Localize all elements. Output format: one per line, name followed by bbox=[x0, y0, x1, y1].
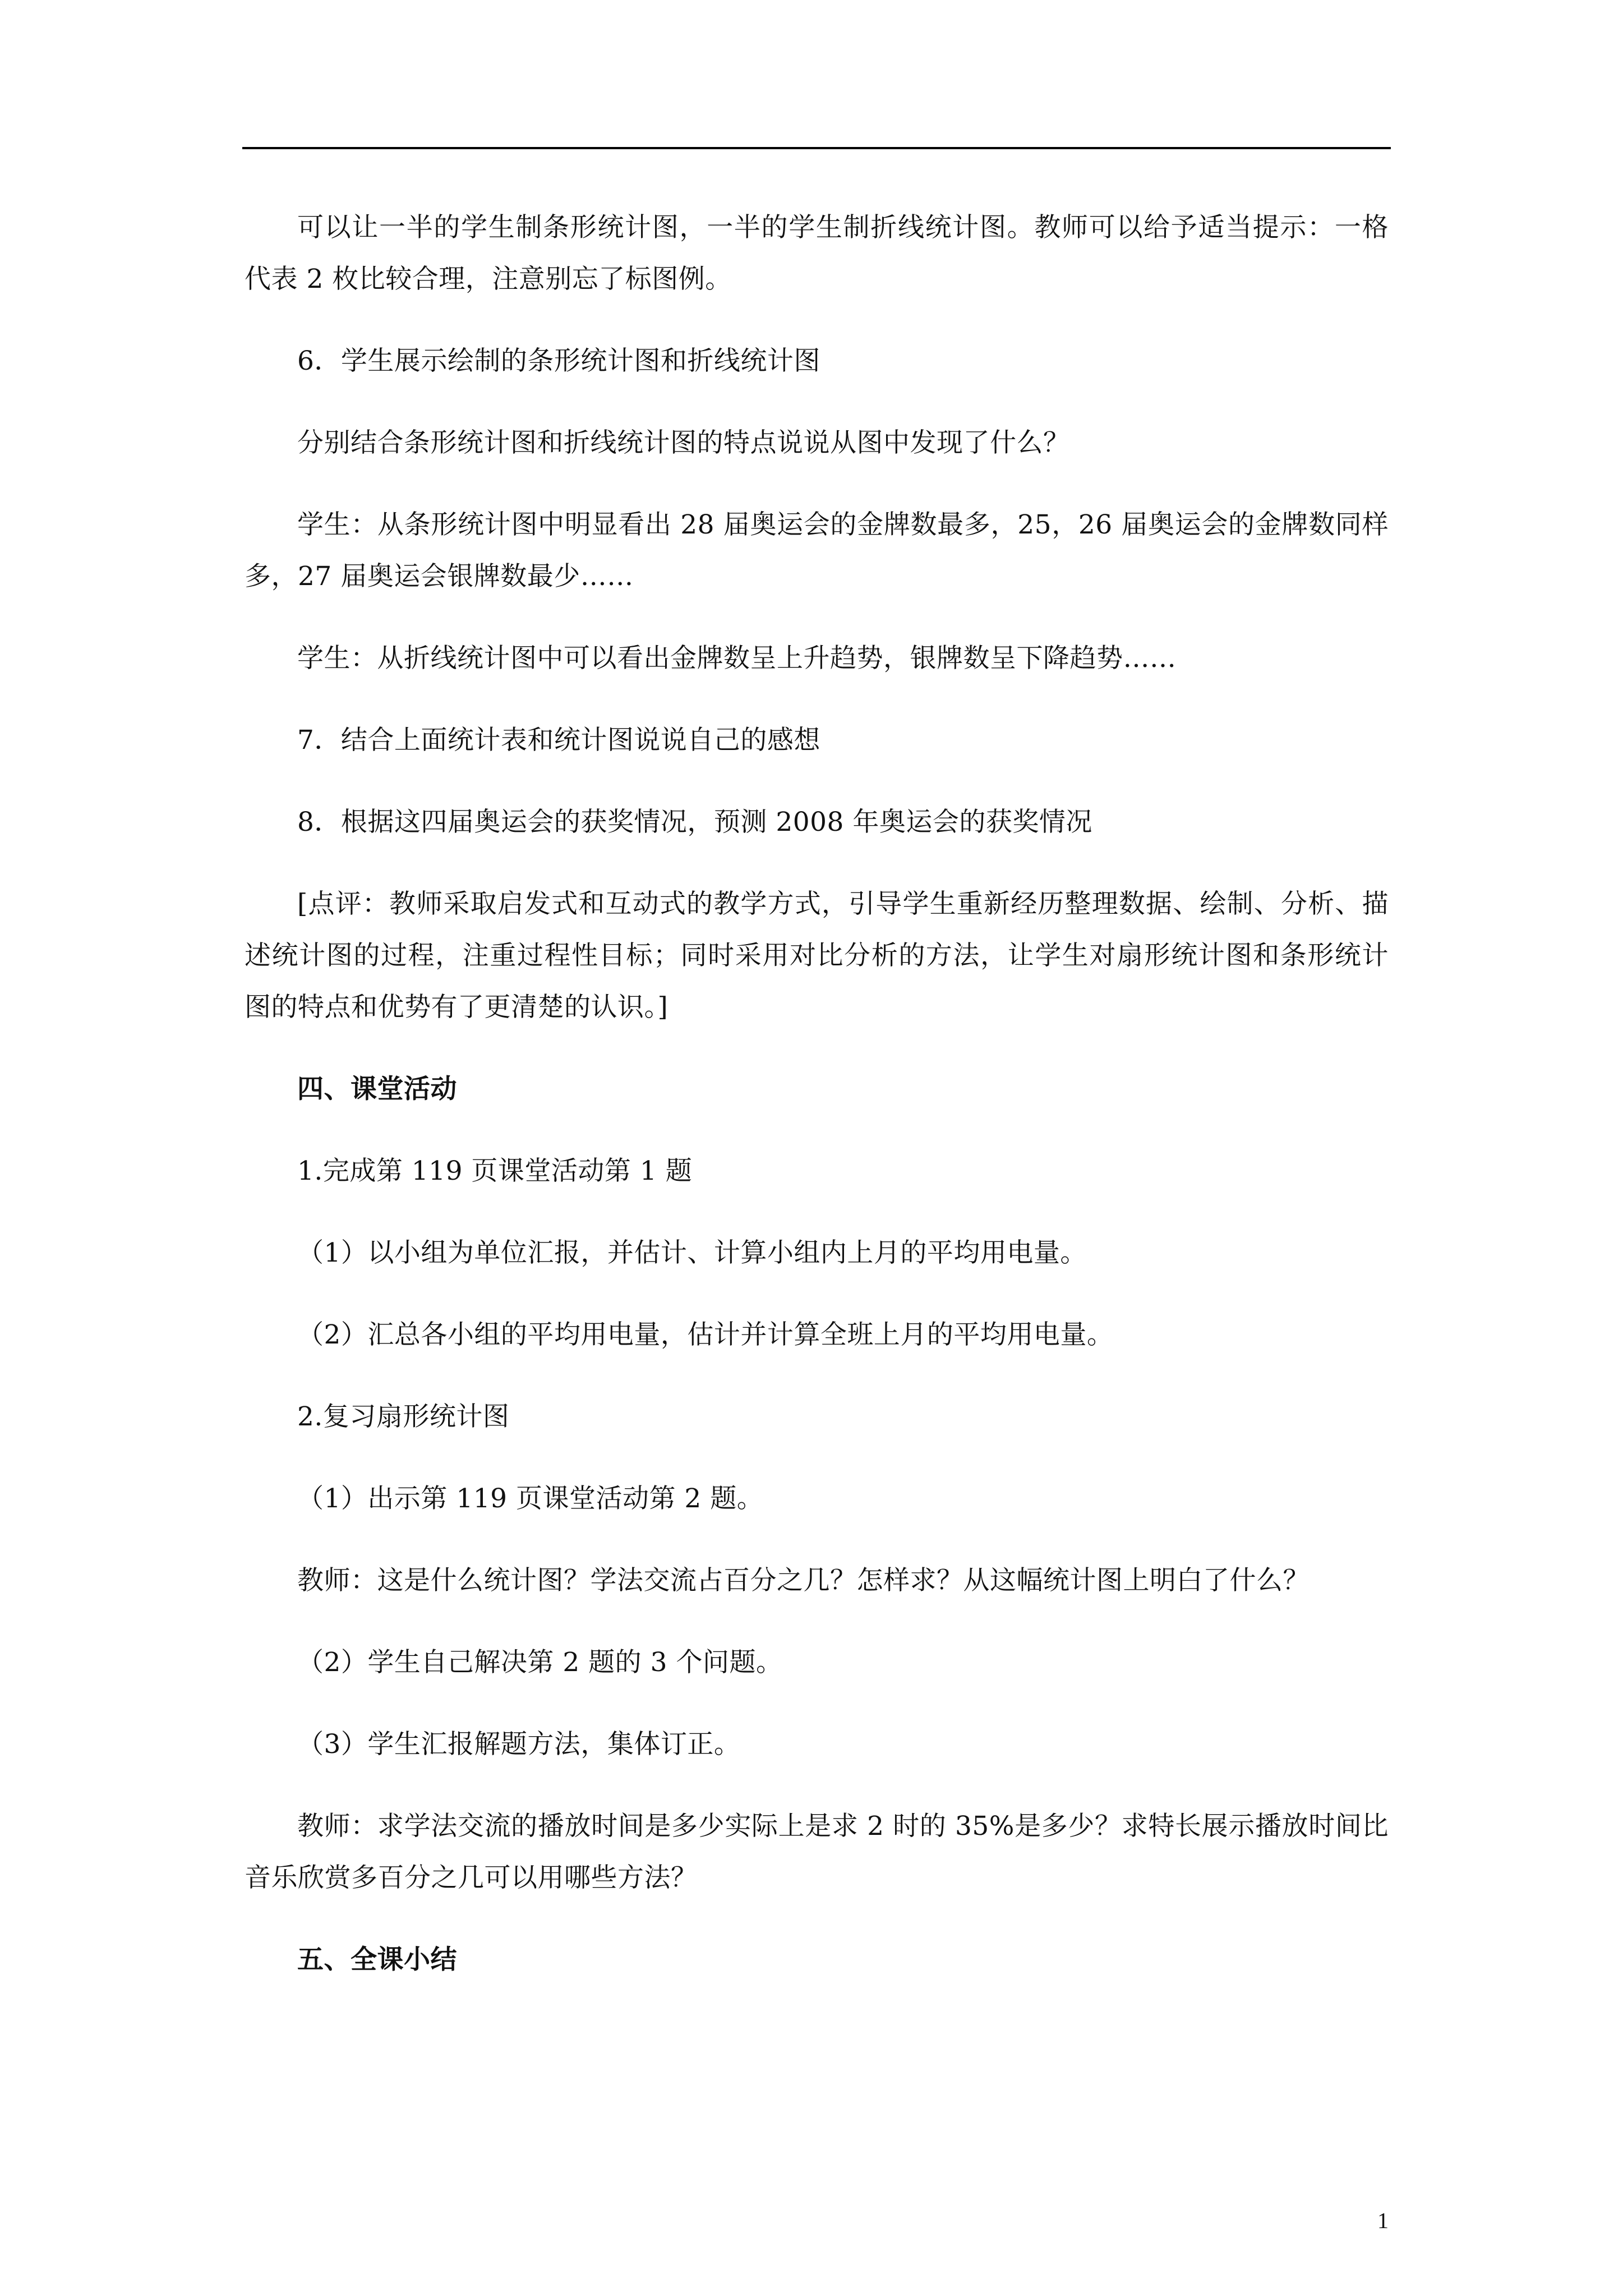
paragraph: 6．学生展示绘制的条形统计图和折线统计图 bbox=[297, 346, 820, 376]
section-heading: 五、全课小结 bbox=[297, 1944, 457, 1975]
paragraph: 学生：从条形统计图中明显看出 28 届奥运会的金牌数最多，25，26 届奥运会的金牌数同样多，27 届奥运会银牌数最少…… bbox=[245, 509, 1389, 592]
paragraph: 学生：从折线统计图中可以看出金牌数呈上升趋势，银牌数呈下降趋势…… bbox=[297, 643, 1177, 674]
paragraph: （3）学生汇报解题方法，集体订正。 bbox=[297, 1729, 741, 1760]
paragraph: （1）出示第 119 页课堂活动第 2 题。 bbox=[297, 1483, 764, 1514]
paragraph: 可以让一半的学生制条形统计图，一半的学生制折线统计图。教师可以给予适当提示：一格代表 2 枚比较合理，注意别忘了标图例。 bbox=[245, 212, 1389, 295]
document-body bbox=[245, 202, 1389, 2016]
paragraph: 1.完成第 119 页课堂活动第 1 题 bbox=[297, 1156, 693, 1186]
page-number: 1 bbox=[1377, 2208, 1389, 2233]
paragraph: （2）学生自己解决第 2 题的 3 个问题。 bbox=[297, 1647, 783, 1678]
paragraph: 2.复习扇形统计图 bbox=[297, 1401, 510, 1432]
paragraph: [点评：教师采取启发式和互动式的教学方式，引导学生重新经历整理数据、绘制、分析、描述统计图的过程，注重过程性目标；同时采用对比分析的方法，让学生对扇形统计图和条形统计图的特点和优势有了更清楚的认识。] bbox=[245, 889, 1389, 1023]
paragraph: 教师：求学法交流的播放时间是多少实际上是求 2 时的 35%是多少？求特长展示播放时间比音乐欣赏多百分之几可以用哪些方法？ bbox=[245, 1811, 1389, 1893]
section-heading: 四、课堂活动 bbox=[297, 1074, 457, 1105]
paragraph: 8．根据这四届奥运会的获奖情况，预测 2008 年奥运会的获奖情况 bbox=[297, 807, 1092, 838]
paragraph: （2）汇总各小组的平均用电量，估计并计算全班上月的平均用电量。 bbox=[297, 1319, 1114, 1350]
paragraph: 7．结合上面统计表和统计图说说自己的感想 bbox=[297, 725, 820, 756]
paragraph: 分别结合条形统计图和折线统计图的特点说说从图中发现了什么？ bbox=[297, 427, 1070, 458]
paragraph: 教师：这是什么统计图？学法交流占百分之几？怎样求？从这幅统计图上明白了什么？ bbox=[297, 1565, 1310, 1596]
header-rule bbox=[242, 147, 1391, 149]
paragraph: （1）以小组为单位汇报，并估计、计算小组内上月的平均用电量。 bbox=[297, 1237, 1087, 1268]
